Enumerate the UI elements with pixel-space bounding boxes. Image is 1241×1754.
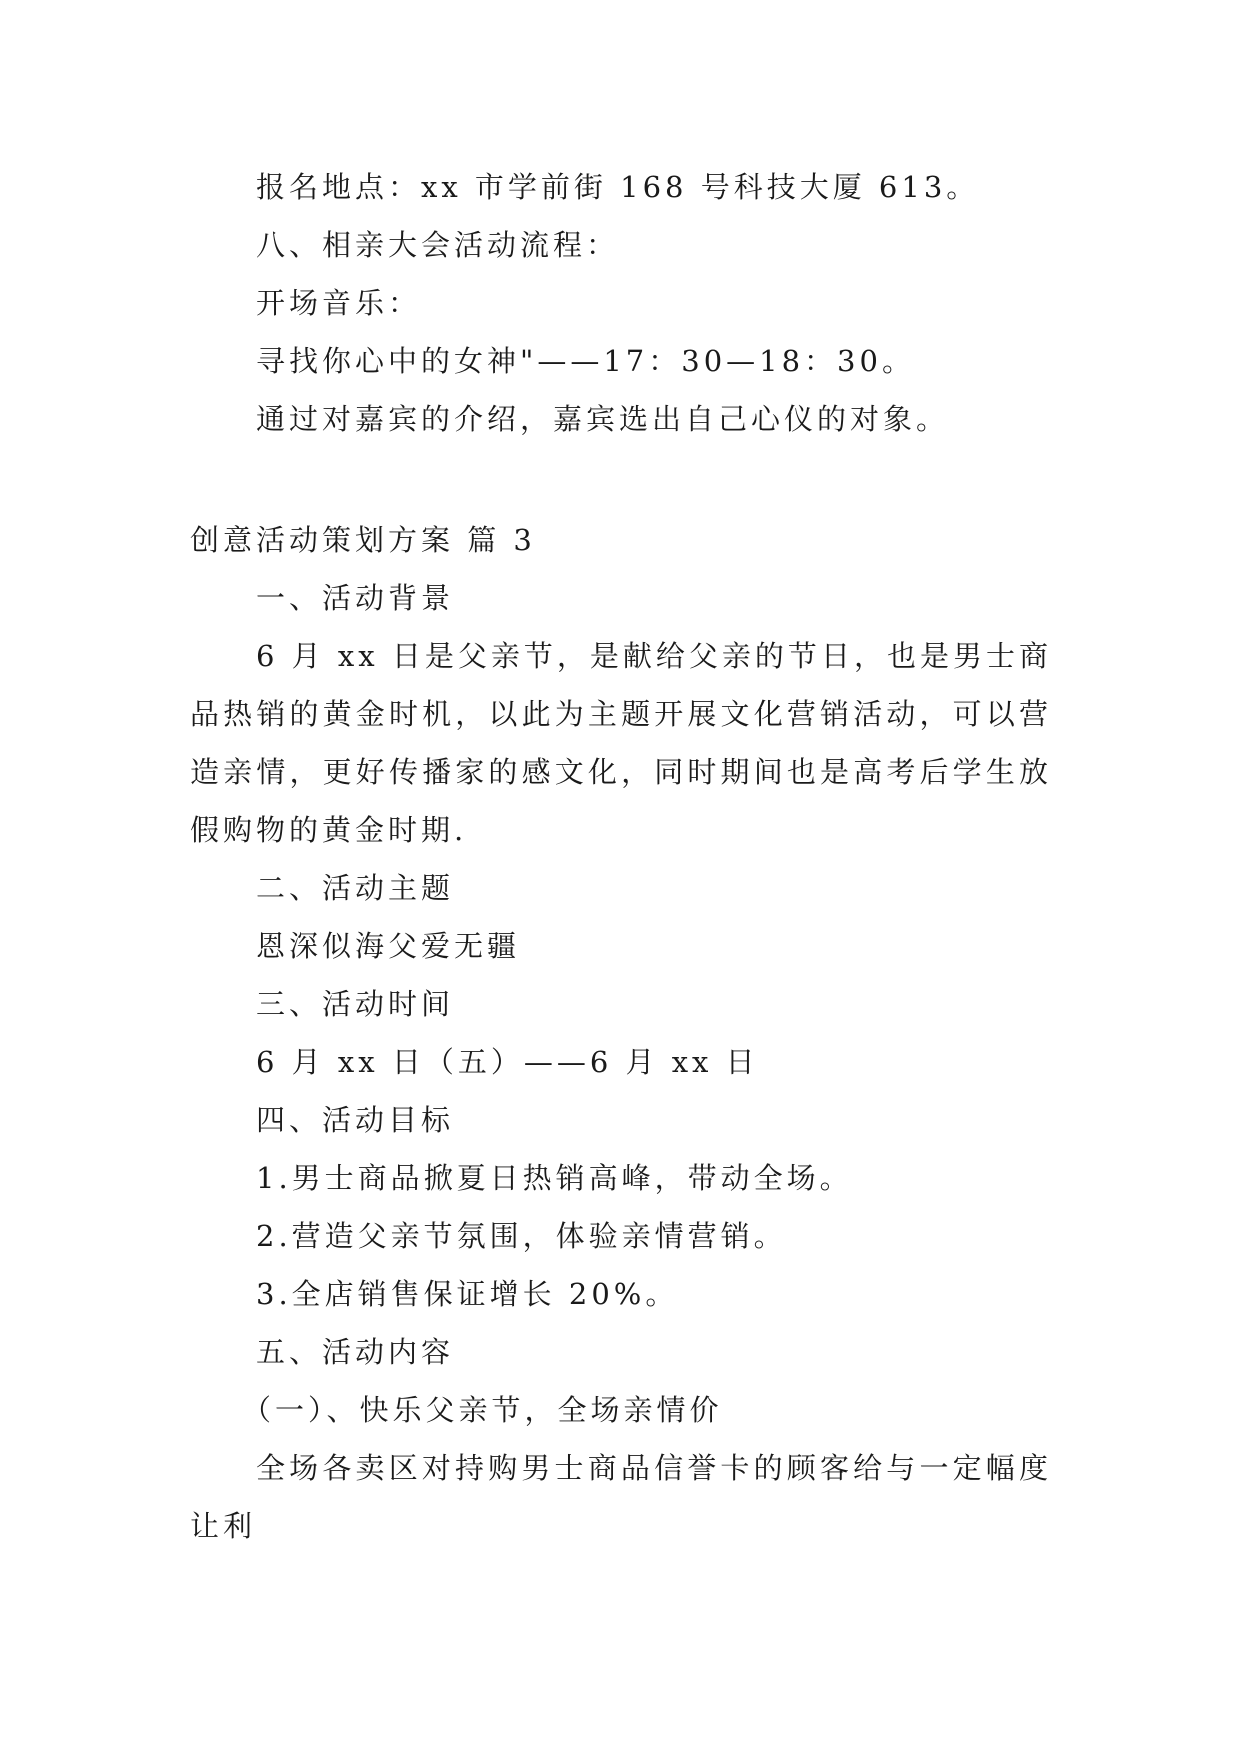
intro-line: 通过对嘉宾的介绍，嘉宾选出自己心仪的对象。 (256, 402, 950, 436)
background-paragraph: 6 月 xx 日是父亲节，是献给父亲的节日，也是男士商品热销的黄金时机，以此为主题开展文化营销活动，可以营造亲情，更好传播家的感文化，同时期间也是高考后学生放假购物的黄金时期. (190, 639, 1052, 847)
registration-location-line: 报名地点：xx 市学前街 168 号科技大厦 613。 (256, 170, 980, 204)
content-heading: 五、活动内容 (256, 1335, 455, 1369)
theme-heading: 二、活动主题 (256, 871, 455, 905)
section-title: 创意活动策划方案 篇 3 (190, 523, 536, 557)
goal-item: 2.营造父亲节氛围，体验亲情营销。 (256, 1219, 787, 1253)
goals-heading: 四、活动目标 (256, 1103, 455, 1137)
theme-text: 恩深似海父爱无疆 (256, 929, 521, 963)
opening-music-line: 开场音乐： (256, 286, 422, 320)
process-heading: 八、相亲大会活动流程： (256, 228, 620, 262)
content-subheading: （一）、快乐父亲节，全场亲情价 (242, 1393, 723, 1427)
content-paragraph: 全场各卖区对持购男士商品信誉卡的顾客给与一定幅度让利 (190, 1451, 1052, 1543)
document-body (190, 158, 1052, 1555)
schedule-line: 寻找你心中的女神"——17：30—18：30。 (256, 344, 915, 378)
goal-item: 3.全店销售保证增长 20%。 (256, 1277, 679, 1311)
time-text: 6 月 xx 日（五）——6 月 xx 日 (256, 1045, 759, 1079)
goal-item: 1.男士商品掀夏日热销高峰，带动全场。 (256, 1161, 853, 1195)
time-heading: 三、活动时间 (256, 987, 455, 1021)
background-heading: 一、活动背景 (256, 581, 455, 615)
